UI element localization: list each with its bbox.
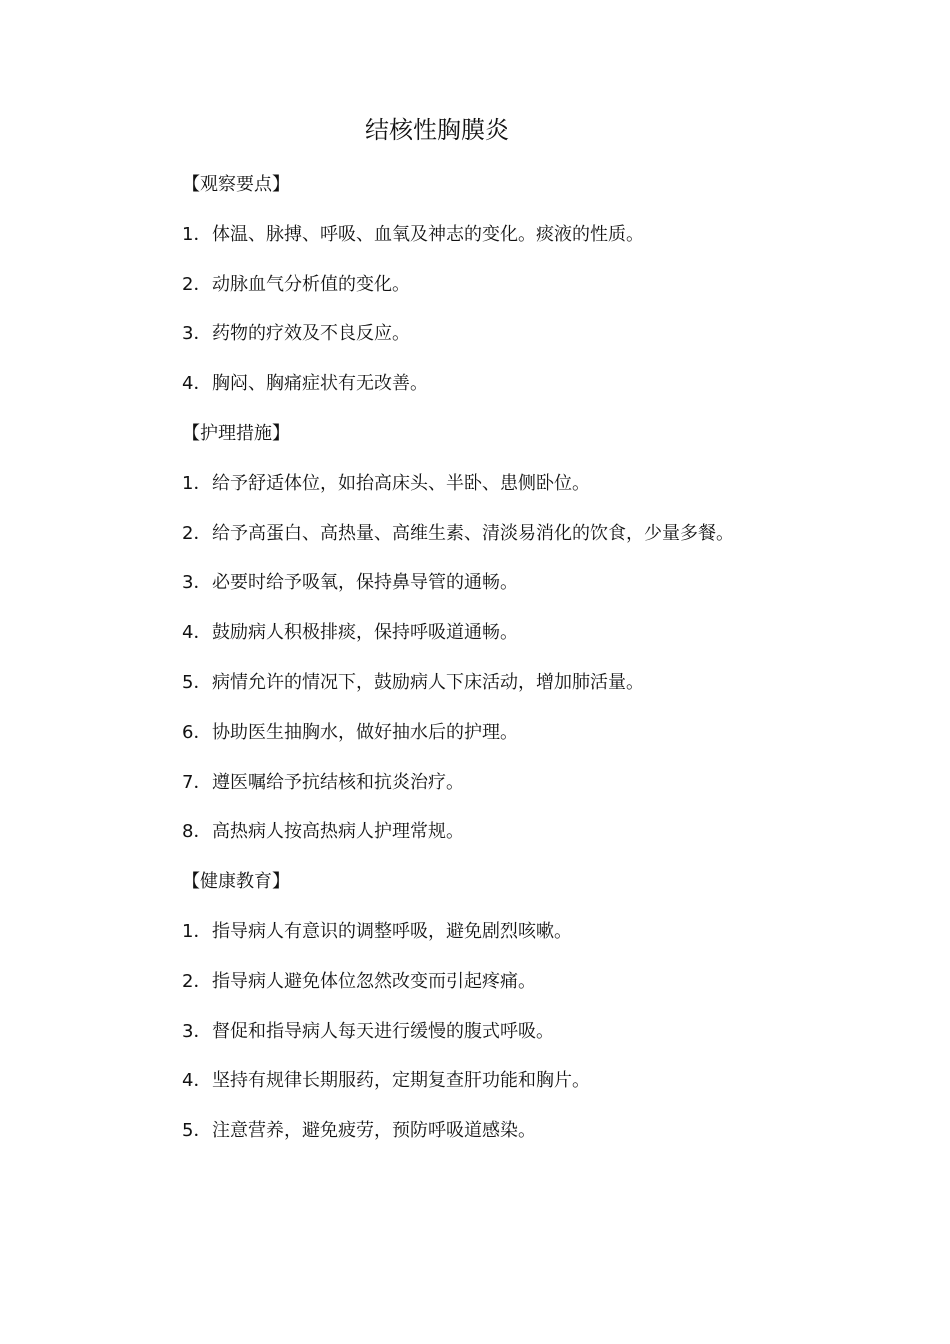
list-item [182, 817, 882, 867]
item-number: 5． [182, 671, 212, 693]
item-number: 6． [182, 721, 212, 743]
list-item [182, 768, 882, 818]
item-number: 3． [182, 572, 212, 594]
list-item [182, 270, 882, 320]
list-item [182, 967, 882, 1017]
document-title: 结核性胸膜炎 [365, 116, 509, 144]
section-heading-health-education: 【健康教育】 [182, 871, 290, 893]
item-number: 2． [182, 970, 212, 992]
item-text: 必要时给予吸氧，保持鼻导管的通畅。 [212, 572, 518, 594]
item-text: 高热病人按高热病人护理常规。 [212, 821, 464, 843]
item-number: 4． [182, 1070, 212, 1092]
item-number: 2． [182, 273, 212, 295]
list-item [182, 319, 882, 369]
list-item [182, 718, 882, 768]
item-number: 1． [182, 472, 212, 494]
item-text: 指导病人有意识的调整呼吸，避免剧烈咳嗽。 [212, 920, 572, 942]
item-text: 注意营养，避免疲劳，预防呼吸道感染。 [212, 1120, 536, 1142]
list-item [182, 668, 882, 718]
document-body [182, 170, 882, 1166]
section-heading-observation: 【观察要点】 [182, 174, 290, 195]
list-item [182, 369, 882, 419]
list-item [182, 618, 882, 668]
list-item [182, 220, 882, 270]
item-text: 病情允许的情况下，鼓励病人下床活动，增加肺活量。 [212, 671, 644, 693]
item-text: 遵医嘱给予抗结核和抗炎治疗。 [212, 771, 464, 793]
item-number: 2． [182, 522, 212, 544]
item-text: 督促和指导病人每天进行缓慢的腹式呼吸。 [212, 1020, 554, 1042]
item-text: 协助医生抽胸水，做好抽水后的护理。 [212, 721, 518, 743]
item-text: 动脉血气分析值的变化。 [212, 273, 410, 295]
list-item [182, 1066, 882, 1116]
item-text: 体温、脉搏、呼吸、血氧及神志的变化。痰液的性质。 [212, 223, 644, 245]
item-number: 1． [182, 223, 212, 245]
item-number: 1． [182, 920, 212, 942]
item-number: 3． [182, 1020, 212, 1042]
list-item [182, 568, 882, 618]
item-text: 给予高蛋白、高热量、高维生素、清淡易消化的饮食，少量多餐。 [212, 522, 734, 544]
item-number: 4． [182, 622, 212, 644]
list-item [182, 917, 882, 967]
item-number: 8． [182, 821, 212, 843]
list-item [182, 1116, 882, 1166]
list-item [182, 1017, 882, 1067]
item-text: 给予舒适体位，如抬高床头、半卧、患侧卧位。 [212, 472, 590, 494]
item-number: 5． [182, 1120, 212, 1142]
item-number: 7． [182, 771, 212, 793]
item-number: 4． [182, 373, 212, 395]
item-text: 胸闷、胸痛症状有无改善。 [212, 373, 428, 395]
section-heading-nursing: 【护理措施】 [182, 422, 290, 444]
item-number: 3． [182, 323, 212, 345]
item-text: 药物的疗效及不良反应。 [212, 323, 410, 345]
item-text: 指导病人避免体位忽然改变而引起疼痛。 [212, 970, 536, 992]
item-text: 鼓励病人积极排痰，保持呼吸道通畅。 [212, 622, 518, 644]
item-text: 坚持有规律长期服药，定期复查肝功能和胸片。 [212, 1070, 590, 1092]
list-item [182, 519, 882, 569]
list-item [182, 469, 882, 519]
